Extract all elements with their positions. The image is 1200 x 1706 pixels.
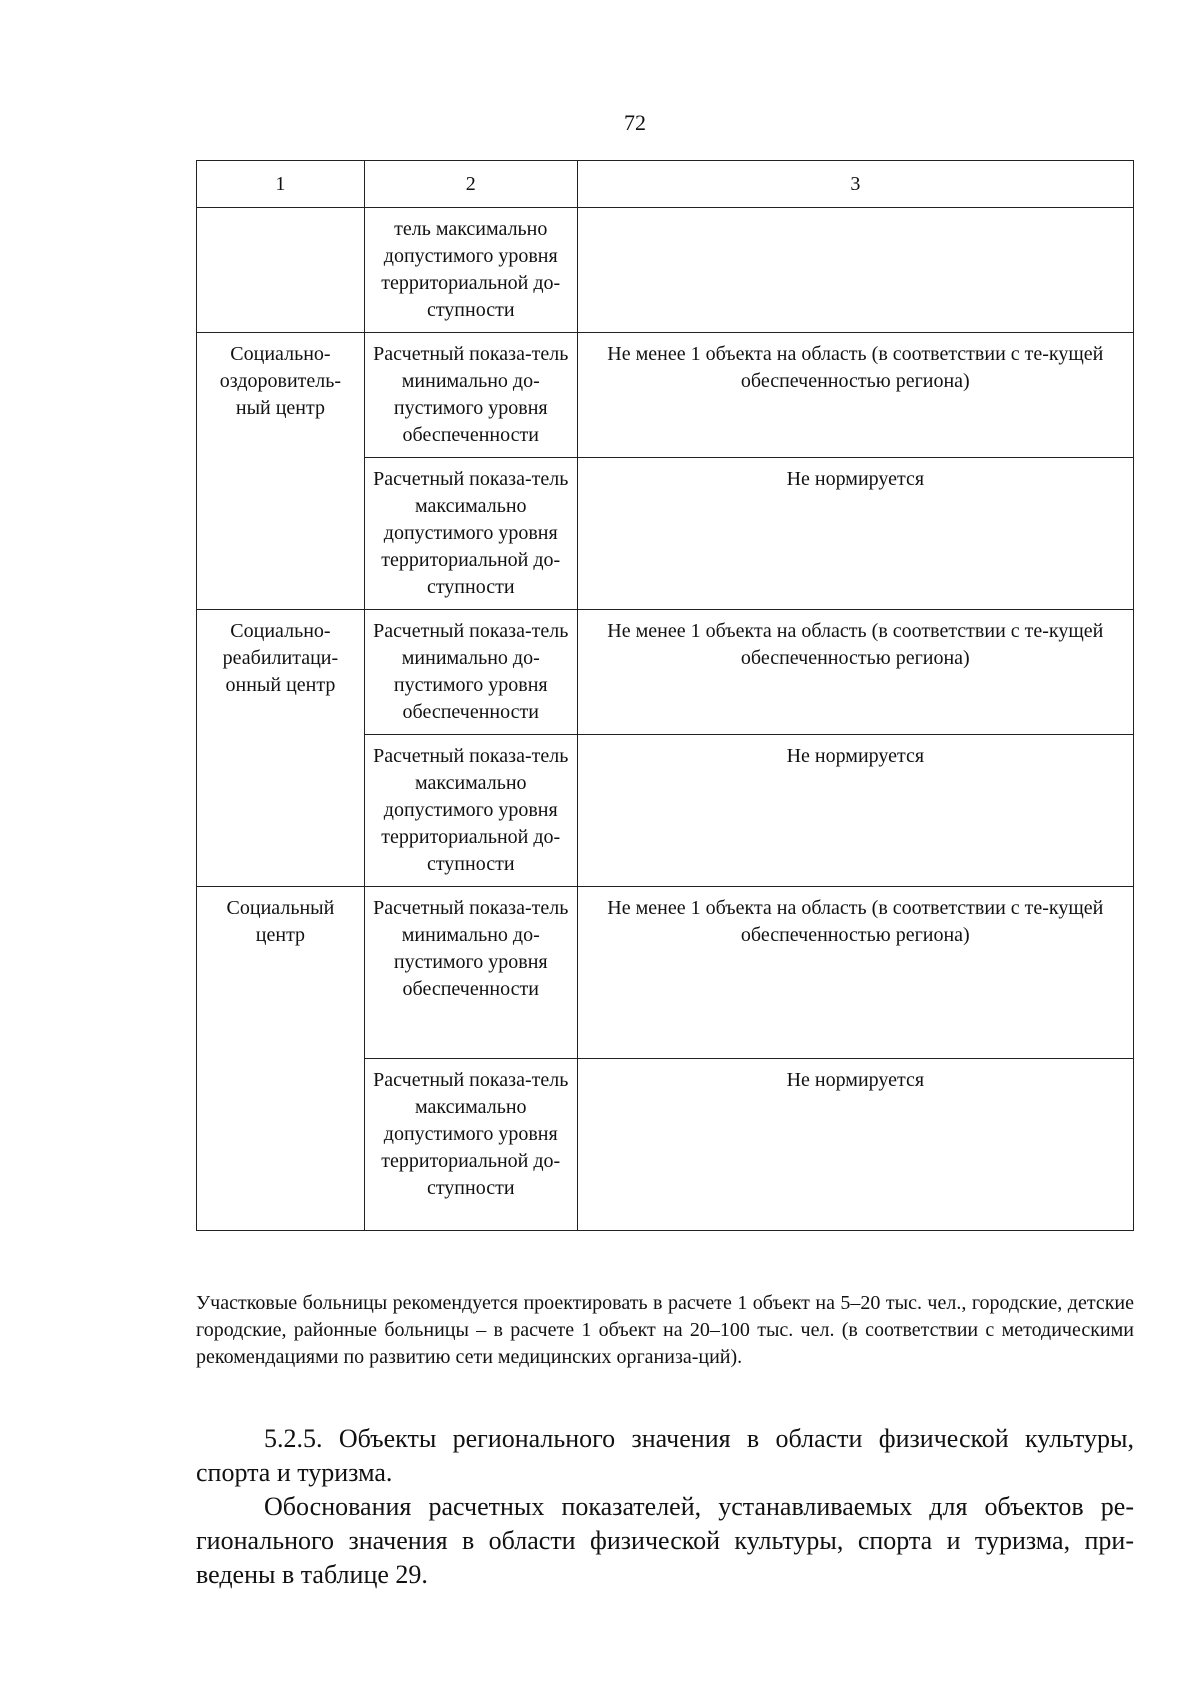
- column-header-3: 3: [577, 161, 1133, 208]
- table-cell-indicator: Расчетный показа-тель максимально допустимого уровня территориальной до-ступности: [364, 1059, 577, 1231]
- table-header-row: [197, 161, 1134, 208]
- table-cell-indicator: Расчетный показа-тель минимально до-пустимого уровня обеспеченности: [364, 333, 577, 458]
- table-row: [197, 610, 1134, 735]
- hospital-note: Участковые больницы рекомендуется проектировать в расчете 1 объект на 5–20 тыс. чел., городские, детские городские, районные больницы – в расчете 1 объект на 20–100 тыс. чел. (в соответствии с методическими рекомендациями по развитию сети медицинских организа-ций).: [196, 1292, 1134, 1368]
- table-cell-indicator: Расчетный показа-тель минимально до-пустимого уровня обеспеченности: [364, 610, 577, 735]
- table-cell-value: Не нормируется: [577, 458, 1133, 610]
- table-cell-facility: Социально-оздоровитель-ный центр: [197, 333, 365, 610]
- table-cell-value: Не менее 1 объекта на область (в соответствии с те-кущей обеспеченностью региона): [577, 610, 1133, 735]
- section-body: [196, 1490, 1134, 1592]
- table-cell-indicator: Расчетный показа-тель максимально допустимого уровня территориальной до-ступности: [364, 458, 577, 610]
- table-row: [197, 208, 1134, 333]
- standards-table: [196, 160, 1134, 1231]
- section-heading-text: 5.2.5. Объекты регионального значения в области физической культуры, спорта и туризма.: [196, 1424, 1134, 1487]
- table-cell-facility: Социальный центр: [197, 887, 365, 1231]
- table-cell-value: Не нормируется: [577, 1059, 1133, 1231]
- section-heading: [196, 1422, 1134, 1490]
- table-cell-facility: [197, 208, 365, 333]
- table-cell-indicator: Расчетный показа-тель максимально допустимого уровня территориальной до-ступности: [364, 735, 577, 887]
- table-cell-facility: Социально-реабилитаци-онный центр: [197, 610, 365, 887]
- table-cell-indicator: Расчетный показа-тель минимально до-пустимого уровня обеспеченности: [364, 887, 577, 1059]
- table-cell-value: Не менее 1 объекта на область (в соответствии с те-кущей обеспеченностью региона): [577, 887, 1133, 1059]
- table-cell-value: [577, 208, 1133, 333]
- page-number: 72: [624, 110, 646, 135]
- column-header-1: 1: [197, 161, 365, 208]
- table-row: [197, 333, 1134, 458]
- table-row: [197, 887, 1134, 1059]
- section-body-text: Обоснования расчетных показателей, устанавливаемых для объектов ре-гионального значения в области физической культуры, спорта и туризма, при-ведены в таблице 29.: [196, 1492, 1134, 1589]
- table-cell-value: Не менее 1 объекта на область (в соответствии с те-кущей обеспеченностью региона): [577, 333, 1133, 458]
- table-cell-value: Не нормируется: [577, 735, 1133, 887]
- column-header-2: 2: [364, 161, 577, 208]
- table-cell-indicator: тель максимально допустимого уровня территориальной до-ступности: [364, 208, 577, 333]
